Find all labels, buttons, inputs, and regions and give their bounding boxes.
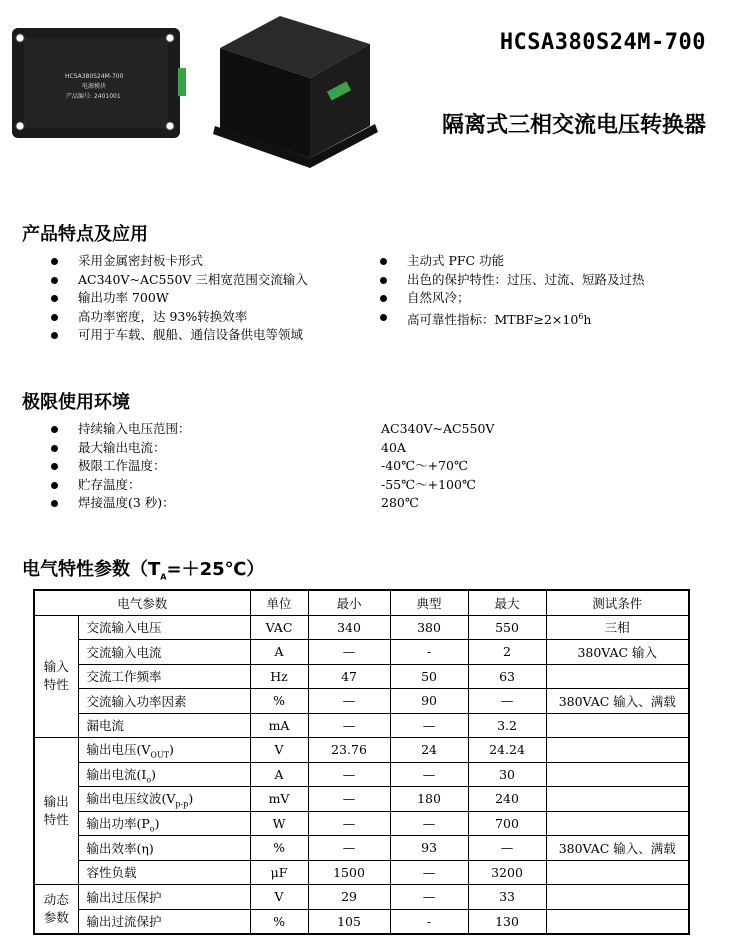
param-cell: 输出功率$(P_o)$: [78, 811, 250, 836]
table-row: [34, 664, 689, 689]
typ-cell: —: [390, 811, 468, 836]
mount-hole: [16, 122, 24, 130]
group-label-line: 输出: [43, 794, 69, 809]
param-cell: 交流输入电流: [78, 640, 250, 665]
table-row: [34, 909, 689, 934]
min-cell: —: [308, 836, 390, 861]
max-cell: 700: [468, 811, 546, 836]
limit-label: 最大输出电流：: [78, 439, 166, 455]
min-cell: 47: [308, 664, 390, 689]
max-cell: 130: [468, 909, 546, 934]
max-cell: 63: [468, 664, 546, 689]
column-header: 测试条件: [546, 590, 689, 615]
feature-item: 可用于车载、舰船、通信设备供电等领域: [51, 326, 308, 345]
table-header-row: [34, 590, 689, 615]
header: [0, 0, 732, 200]
column-header: 最小: [308, 590, 390, 615]
feature-item-mtbf: 高可靠性指标：$MTBF\ge 2\times 10^6h$: [380, 308, 645, 327]
condition-cell: 380VAC 输入、满载: [546, 836, 689, 861]
condition-cell: [546, 811, 689, 836]
typ-cell: 50: [390, 664, 468, 689]
typ-cell: 180: [390, 787, 468, 812]
features-list-left: [51, 252, 308, 345]
limit-item: [51, 420, 551, 439]
condition-cell: [546, 885, 689, 910]
typ-cell: 90: [390, 689, 468, 714]
table-row: [34, 640, 689, 665]
model-number: HCSA380S24M-700: [499, 30, 706, 55]
group-label: [34, 885, 78, 935]
typ-cell: —: [390, 762, 468, 787]
unit-cell: %: [250, 836, 308, 861]
group-label: [34, 738, 78, 885]
table-row: [34, 689, 689, 714]
min-cell: —: [308, 689, 390, 714]
condition-cell: [546, 860, 689, 885]
product-photo: [10, 8, 380, 188]
column-header: 最大: [468, 590, 546, 615]
limit-item: [51, 494, 551, 513]
feature-item: 自然风冷；: [380, 289, 645, 308]
group-label-line: 特性: [43, 812, 69, 827]
group-label-line: 动态: [43, 892, 69, 907]
group-label-line: 特性: [43, 677, 69, 693]
min-cell: 105: [308, 909, 390, 934]
feature-item: 主动式 PFC 功能: [380, 252, 645, 271]
max-cell: 240: [468, 787, 546, 812]
electrical-heading: 电气特性参数$(T_A=+25℃)$: [22, 559, 265, 582]
limits-heading: 极限使用环境: [22, 392, 130, 413]
param-cell: 输出电压$(V_{OUT})$: [78, 738, 250, 763]
min-cell: —: [308, 713, 390, 738]
table-row: [34, 811, 689, 836]
feature-item: 采用金属密封板卡形式: [51, 252, 308, 271]
max-cell: 3200: [468, 860, 546, 885]
min-cell: 29: [308, 885, 390, 910]
max-cell: 2: [468, 640, 546, 665]
min-cell: —: [308, 811, 390, 836]
table-row: [34, 836, 689, 861]
param-cell: 交流输入功率因素: [78, 689, 250, 714]
limit-value: 40A: [381, 439, 406, 455]
unit-cell: %: [250, 689, 308, 714]
condition-cell: [546, 713, 689, 738]
photo-label-2: 电源模块: [82, 83, 107, 90]
feature-item: 出色的保护特性：过压、过流、短路及过热: [380, 271, 645, 290]
table-row: [34, 860, 689, 885]
table-row: [34, 713, 689, 738]
table-row: [34, 738, 689, 763]
unit-cell: VAC: [250, 615, 308, 640]
product-name: 隔离式三相交流电压转换器: [441, 113, 706, 138]
max-cell: 3.2: [468, 713, 546, 738]
group-label: [34, 615, 78, 738]
max-cell: 550: [468, 615, 546, 640]
unit-cell: μF: [250, 860, 308, 885]
table-row: [34, 787, 689, 812]
unit-cell: Hz: [250, 664, 308, 689]
condition-cell: [546, 787, 689, 812]
typ-cell: —: [390, 860, 468, 885]
limit-item: [51, 457, 551, 476]
photo-label-1: HCSA380S24M-700: [65, 73, 124, 80]
electrical-spec-table: [33, 589, 690, 935]
condition-cell: [546, 762, 689, 787]
feature-item: AC340V~AC550V 三相宽范围交流输入: [51, 271, 308, 290]
limit-value: -55℃～+100℃: [381, 476, 476, 492]
max-cell: —: [468, 689, 546, 714]
min-cell: —: [308, 762, 390, 787]
features-list-right: [380, 252, 645, 326]
limit-item: [51, 476, 551, 495]
column-header: 电气参数: [34, 590, 250, 615]
limit-value: 280℃: [381, 495, 419, 510]
condition-cell: 380VAC 输入: [546, 640, 689, 665]
group-label-line: 参数: [43, 910, 69, 925]
unit-cell: W: [250, 811, 308, 836]
unit-cell: mA: [250, 713, 308, 738]
mount-hole: [166, 122, 174, 130]
min-cell: —: [308, 640, 390, 665]
typ-cell: 93: [390, 836, 468, 861]
features-heading: 产品特点及应用: [22, 224, 148, 245]
condition-cell: [546, 738, 689, 763]
table-row: [34, 615, 689, 640]
unit-cell: V: [250, 885, 308, 910]
param-cell: 容性负载: [78, 860, 250, 885]
param-cell: 输出电压纹波$(V_{p-p})$: [78, 787, 250, 812]
limit-label: 贮存温度：: [78, 476, 141, 492]
photo-label-3: 产品编号: 2401001: [66, 93, 121, 100]
param-cell: 交流输入电压: [78, 615, 250, 640]
mount-hole: [16, 34, 24, 42]
condition-cell: [546, 909, 689, 934]
limit-label: 焊接温度(3 秒)：: [78, 495, 175, 510]
unit-cell: A: [250, 640, 308, 665]
param-cell: 交流工作频率: [78, 664, 250, 689]
max-cell: —: [468, 836, 546, 861]
group-label-line: 输入: [43, 659, 69, 675]
typ-cell: -: [390, 640, 468, 665]
unit-cell: %: [250, 909, 308, 934]
typ-cell: 24: [390, 738, 468, 763]
unit-cell: V: [250, 738, 308, 763]
typ-cell: -: [390, 909, 468, 934]
param-cell: 输出过流保护: [78, 909, 250, 934]
column-header: 单位: [250, 590, 308, 615]
condition-cell: 三相: [546, 615, 689, 640]
typ-cell: —: [390, 713, 468, 738]
table-row: [34, 885, 689, 910]
condition-cell: [546, 664, 689, 689]
table-row: [34, 762, 689, 787]
column-header: 典型: [390, 590, 468, 615]
mount-hole: [166, 34, 174, 42]
typ-cell: 380: [390, 615, 468, 640]
min-cell: 23.76: [308, 738, 390, 763]
limit-label: 持续输入电压范围：: [78, 421, 191, 436]
param-cell: 输出电流$(I_o)$: [78, 762, 250, 787]
condition-cell: 380VAC 输入、满载: [546, 689, 689, 714]
param-cell: 输出效率(η): [78, 836, 250, 861]
max-cell: 24.24: [468, 738, 546, 763]
feature-item: 输出功率 700W: [51, 289, 308, 308]
limits-list: [51, 420, 551, 513]
min-cell: 1500: [308, 860, 390, 885]
param-cell: 漏电流: [78, 713, 250, 738]
terminal-block: [178, 68, 186, 96]
limit-item: [51, 439, 551, 458]
feature-item: 高功率密度，达 93%转换效率: [51, 308, 308, 327]
max-cell: 30: [468, 762, 546, 787]
max-cell: 33: [468, 885, 546, 910]
typ-cell: —: [390, 885, 468, 910]
limit-value: -40℃～+70℃: [381, 458, 468, 473]
min-cell: —: [308, 787, 390, 812]
unit-cell: mV: [250, 787, 308, 812]
min-cell: 340: [308, 615, 390, 640]
limit-label: 极限工作温度：: [78, 458, 166, 473]
param-cell: 输出过压保护: [78, 885, 250, 910]
unit-cell: A: [250, 762, 308, 787]
limit-value: AC340V~AC550V: [381, 421, 495, 436]
